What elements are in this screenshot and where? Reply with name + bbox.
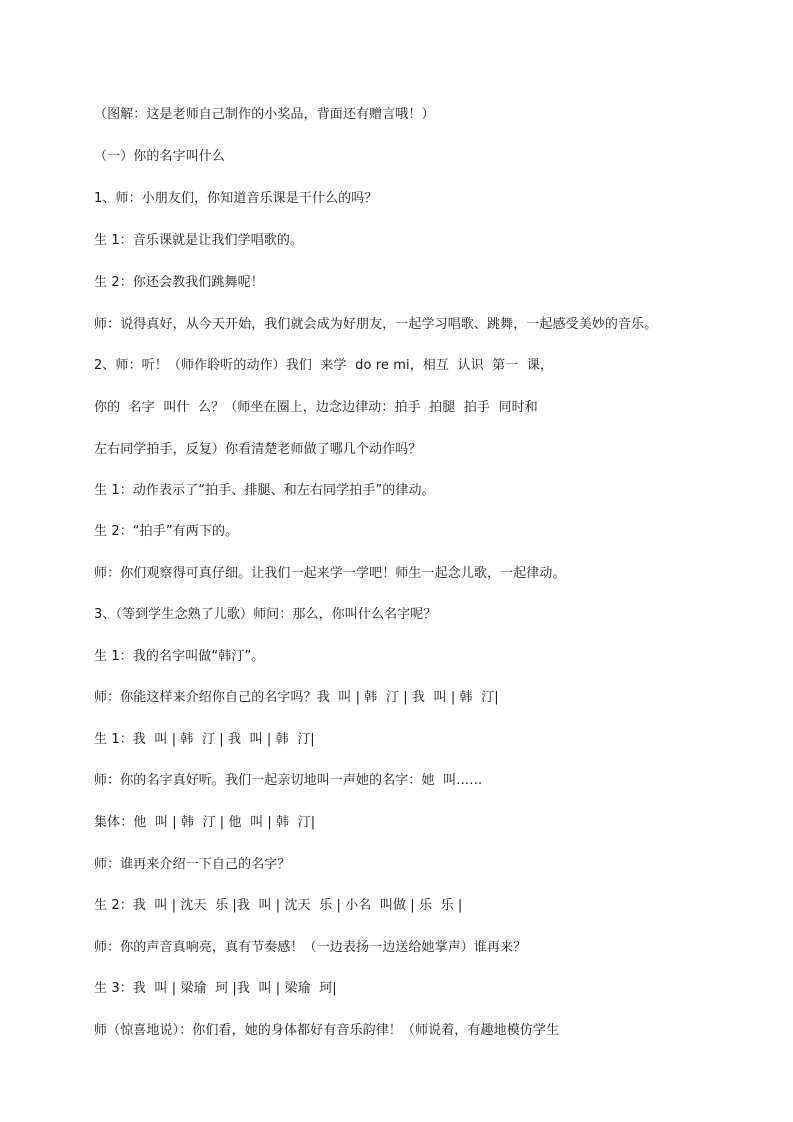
text-line: （图解：这是老师自己制作的小奖品，背面还有赠言哦！）	[94, 107, 435, 122]
text-line: 集体：他 叫 | 韩 汀 | 他 叫 | 韩 汀|	[94, 815, 316, 830]
text-line: 师（惊喜地说）：你们看，她的身体都好有音乐韵律！（师说着，有趣地模仿学生	[94, 1023, 560, 1038]
text-line: 师：谁再来介绍一下自己的名字？	[94, 857, 291, 872]
text-line: 生 3：我 叫 | 梁瑜 珂 |我 叫 | 梁瑜 珂|	[94, 981, 337, 996]
text-line: 生 2：我 叫 | 沈天 乐 |我 叫 | 沈天 乐 | 小名 叫做 | 乐 乐 |	[94, 898, 463, 913]
text-line: 生 2：“拍手”有两下的。	[94, 524, 239, 539]
text-line: 生 1：我 叫 | 韩 汀 | 我 叫 | 韩 汀|	[94, 732, 315, 747]
text-line: 生 2：你还会教我们跳舞呢！	[94, 275, 264, 290]
text-line: 师：你能这样来介绍你自己的名字吗？我 叫 | 韩 汀 | 我 叫 | 韩 汀|	[94, 690, 499, 705]
text-line: 师：说得真好，从今天开始，我们就会成为好朋友，一起学习唱歌、跳舞，一起感受美妙的音乐。	[94, 317, 658, 332]
text-line: 2、师：听！（师作聆听的动作）我们 来学 do re mi，相互 认识 第一 课，	[94, 358, 553, 373]
text-line: 生 1：我的名字叫做“韩汀”。	[94, 649, 265, 664]
text-line: 你的 名字 叫什 么？（师坐在圈上，边念边律动：拍手 拍腿 拍手 同时和	[94, 400, 538, 415]
text-line: 3、（等到学生念熟了儿歌）师问：那么，你叫什么名字呢？	[94, 607, 437, 622]
section-heading: （一）你的名字叫什么	[94, 149, 226, 164]
text-line: 师：你们观察得可真仔细。让我们一起来学一学吧！师生一起念儿歌，一起律动。	[94, 566, 566, 581]
text-line: 师：你的名字真好听。我们一起亲切地叫一声她的名字：她 叫……	[94, 773, 483, 788]
text-line: 生 1：音乐课就是让我们学唱歌的。	[94, 233, 304, 248]
text-line: 师：你的声音真响亮，真有节奏感！（一边表扬一边送给她掌声）谁再来？	[94, 940, 527, 955]
text-line: 1、师：小朋友们，你知道音乐课是干什么的吗？	[94, 191, 378, 206]
text-line: 左右同学拍手，反复）你看清楚老师做了哪几个动作吗？	[94, 442, 422, 457]
text-line: 生 1：动作表示了“拍手、排腿、和左右同学拍手”的律动。	[94, 483, 435, 498]
